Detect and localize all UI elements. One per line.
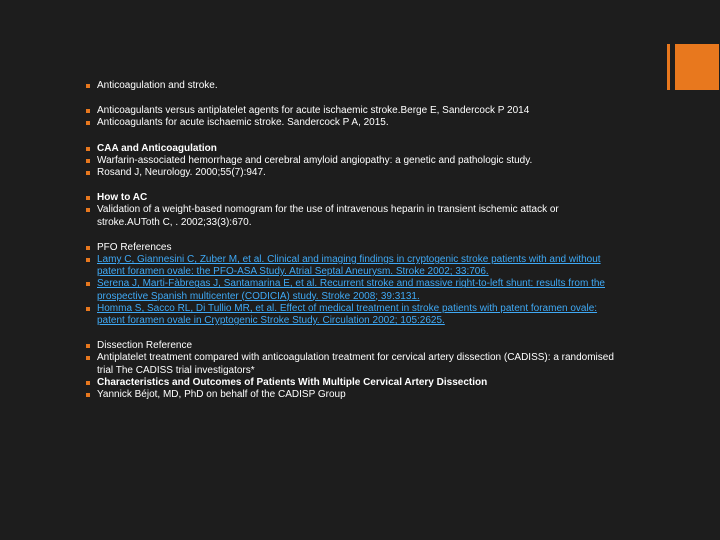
item-text: Anticoagulants versus antiplatelet agents for acute ischaemic stroke.Berge E, Sandercock P 2014 [97, 105, 530, 117]
square-bullet-icon [86, 147, 90, 151]
bullet-group [86, 340, 616, 401]
square-bullet-icon [86, 196, 90, 200]
list-item [86, 389, 616, 401]
item-text: Validation of a weight-based nomogram for the use of intravenous heparin in transient ischemic attack or stroke.AUToth C, . 2002;33(3):670. [97, 204, 559, 228]
bullet-group [86, 105, 616, 129]
item-text: Dissection Reference [97, 340, 193, 352]
bullet-group [86, 242, 616, 327]
bullet-group [86, 192, 616, 229]
list-item [86, 80, 616, 92]
square-bullet-icon [86, 282, 90, 286]
reference-link[interactable]: Lamy C, Giannesini C, Zuber M, et al. Clinical and imaging findings in cryptogenic stroke patients with and without patent foramen ovale: the PFO-ASA Study. Atrial Septal Aneurysm. Stroke 2002; 33:706. [97, 254, 601, 278]
square-bullet-icon [86, 381, 90, 385]
list-item [86, 143, 616, 155]
reference-list [86, 80, 616, 414]
reference-link[interactable]: Homma S, Sacco RL, Di Tullio MR, et al. Effect of medical treatment in stroke patients with patent foramen ovale: patent foramen ovale in Cryptogenic Stroke Study. Circulation 2002; 105:2625. [97, 302, 598, 327]
square-bullet-icon [86, 258, 90, 262]
list-item [86, 192, 616, 204]
reference-link-item[interactable] [86, 278, 616, 302]
list-item [86, 352, 616, 376]
bullet-group [86, 80, 616, 92]
list-item [86, 167, 616, 179]
reference-link-item[interactable] [86, 254, 616, 278]
square-bullet-icon [86, 84, 90, 88]
reference-link[interactable]: Serena J, Marti-Fàbregas J, Santamarina E, et al. Recurrent stroke and massive right-to-left shunt: results from the prospective Spanish multicenter (CODICIA) study. Stroke 2008; 39:3131. [97, 278, 605, 302]
item-text: CAA and Anticoagulation [97, 142, 217, 154]
list-item [86, 117, 616, 129]
square-bullet-icon [86, 356, 90, 360]
accent-bar-thin [667, 44, 670, 90]
square-bullet-icon [86, 393, 90, 397]
item-text: Characteristics and Outcomes of Patients With Multiple Cervical Artery Dissection [97, 376, 488, 388]
item-text: Warfarin-associated hemorrhage and cerebral amyloid angiopathy: a genetic and pathologic study. [97, 154, 533, 166]
square-bullet-icon [86, 208, 90, 212]
list-item [86, 155, 616, 167]
item-text: Rosand J, Neurology. 2000;55(7):947. [97, 167, 266, 179]
reference-link-item[interactable] [86, 303, 616, 327]
item-text: PFO References [97, 241, 172, 253]
accent-bar-thick [675, 44, 719, 90]
item-text: Yannick Béjot, MD, PhD on behalf of the CADISP Group [97, 389, 346, 401]
square-bullet-icon [86, 109, 90, 113]
square-bullet-icon [86, 307, 90, 311]
item-text: Anticoagulation and stroke. [97, 80, 218, 91]
square-bullet-icon [86, 121, 90, 125]
bullet-group [86, 143, 616, 180]
square-bullet-icon [86, 159, 90, 163]
list-item [86, 340, 616, 352]
square-bullet-icon [86, 171, 90, 175]
item-text: Antiplatelet treatment compared with anticoagulation treatment for cervical artery dissection (CADISS): a randomised trial The CADISS trial investigators* [97, 352, 614, 376]
item-text: How to AC [97, 192, 148, 204]
square-bullet-icon [86, 246, 90, 250]
list-item [86, 105, 616, 117]
list-item [86, 377, 616, 389]
item-text: Anticoagulants for acute ischaemic stroke. Sandercock P A, 2015. [97, 117, 389, 129]
square-bullet-icon [86, 344, 90, 348]
list-item [86, 204, 616, 228]
list-item [86, 242, 616, 254]
